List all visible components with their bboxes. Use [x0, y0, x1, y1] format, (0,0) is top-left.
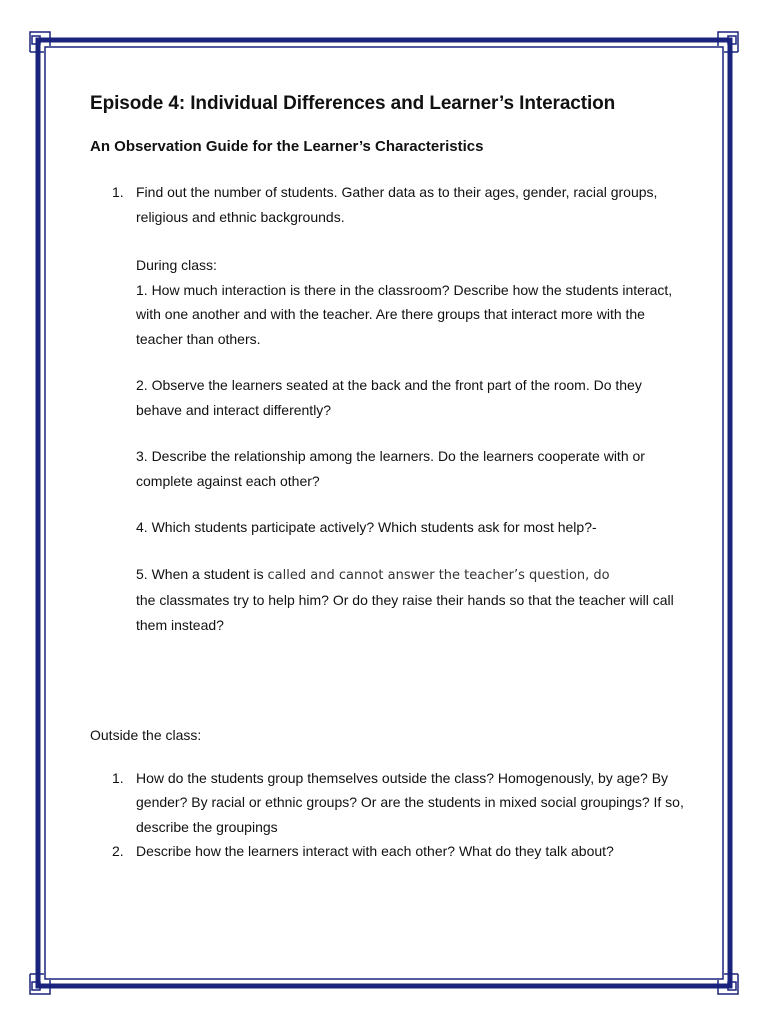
item-number: 2.	[112, 843, 124, 859]
list-item	[90, 180, 690, 229]
item-number: 1.	[112, 184, 124, 200]
question-2: 2. Observe the learners seated at the back and the front part of the room. Do they behave and interact differently?	[136, 377, 642, 418]
document-title: Episode 4: Individual Differences and Learner’s Interaction	[90, 93, 616, 114]
outside-class-heading: Outside the class:	[90, 727, 202, 743]
item-text: How do the students group themselves outside the class? Homogenously, by age? By gender? By racial or ethnic groups? Or are the students in mixed social groupings? If so, describe the groupings	[136, 769, 684, 835]
outside-class-list	[90, 766, 690, 864]
question-5-line-1	[136, 562, 690, 589]
document-body	[90, 90, 690, 864]
question-3: 3. Describe the relationship among the learners. Do the learners cooperate with or complete against each other?	[136, 448, 645, 489]
during-class-section	[90, 253, 690, 637]
during-class-heading: During class:	[136, 257, 217, 273]
question-1: 1. How much interaction is there in the classroom? Describe how the students interact, with one another and with the teacher. Are there groups that interact more with the teacher than others.	[136, 281, 673, 347]
question-5-part-2: called and cannot answer the teacher’s question, do	[267, 567, 610, 583]
outside-class-section	[90, 723, 690, 864]
question-5-part-1: 5. When a student is	[136, 565, 268, 582]
list-item	[90, 766, 690, 840]
list-item	[90, 839, 690, 864]
question-5-line-2: the classmates try to help him? Or do they raise their hands so that the teacher will call them instead?	[136, 592, 674, 633]
document-subtitle: An Observation Guide for the Learner’s Characteristics	[90, 138, 484, 155]
item-number: 1.	[112, 769, 124, 786]
item-text: Describe how the learners interact with each other? What do they talk about?	[136, 843, 614, 859]
question-4: 4. Which students participate actively? Which students ask for most help?-	[136, 519, 597, 535]
item-text: Find out the number of students. Gather data as to their ages, gender, racial groups, religious and ethnic backgrounds.	[136, 184, 658, 225]
